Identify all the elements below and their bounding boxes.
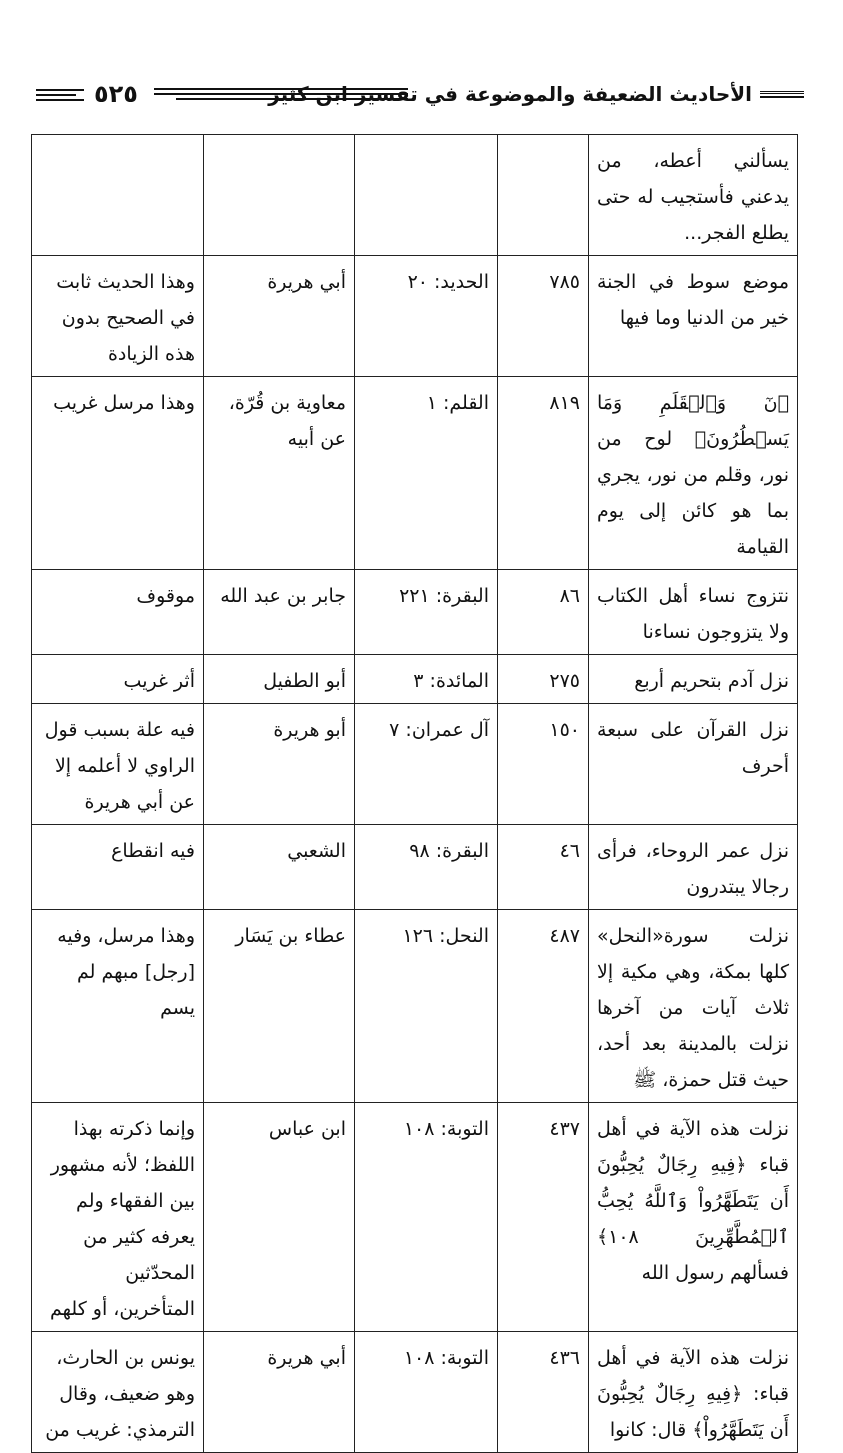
surah-cell: آل عمران: ٧ <box>355 704 498 825</box>
number-cell: ٨١٩ <box>498 377 589 570</box>
narrator-cell <box>204 135 355 256</box>
hadith-text-cell: ﴿نٓ وَٱلۡقَلَمِ وَمَا يَسۡطُرُونَ﴾ لوح من نور، وقلم من نور، يجري بما هو كائن إلى يوم القيامة <box>589 377 798 570</box>
header-rule-middle <box>154 88 408 90</box>
narrator-cell: أبو هريرة <box>204 704 355 825</box>
grading-cell: موقوف <box>32 570 204 655</box>
header-rule-left <box>36 94 76 96</box>
table-row <box>32 570 798 655</box>
table-row <box>32 910 798 1103</box>
grading-cell <box>32 135 204 256</box>
hadith-text-cell: نزلت سورة«النحل» كلها بمكة، وهي مكية إلا ثلاث آيات من آخرها نزلت بالمدينة بعد أحد، حيث قتل حمزة، ﷺ <box>589 910 798 1103</box>
hadith-text-cell: يسألني أعطه، من يدعني فأستجيب له حتى يطلع الفجر... <box>589 135 798 256</box>
grading-cell: فيه علة بسبب قول الراوي لا أعلمه إلا عن أبي هريرة <box>32 704 204 825</box>
header-rule-right-lower <box>760 96 804 98</box>
number-cell: ٨٦ <box>498 570 589 655</box>
header-rule-middle <box>176 98 408 100</box>
number-cell: ٤٣٦ <box>498 1332 589 1453</box>
hadith-text-cell: نزلت هذه الآية في أهل قباء ﴿فِيهِ رِجَالٌ يُحِبُّونَ أَن يَتَطَهَّرُواْ وَٱللَّهُ يُحِبُّ ٱلۡمُطَّهِّرِينَ ١٠٨﴾ فسألهم رسول الله <box>589 1103 798 1332</box>
grading-cell: وهذا مرسل غريب <box>32 377 204 570</box>
grading-cell: أثر غريب <box>32 655 204 704</box>
number-cell <box>498 135 589 256</box>
number-cell: ٤٦ <box>498 825 589 910</box>
number-cell: ٤٣٧ <box>498 1103 589 1332</box>
surah-cell: القلم: ١ <box>355 377 498 570</box>
hadith-text-cell: نزل آدم بتحريم أربع <box>589 655 798 704</box>
narrator-cell: الشعبي <box>204 825 355 910</box>
table-row <box>32 256 798 377</box>
table-row <box>32 1103 798 1332</box>
header-rule-middle <box>154 93 408 95</box>
narrator-cell: ابن عباس <box>204 1103 355 1332</box>
surah-cell: البقرة: ٢٢١ <box>355 570 498 655</box>
hadith-text-cell: نزل عمر الروحاء، فرأى رجالا يبتدرون <box>589 825 798 910</box>
running-title: الأحاديث الضعيفة والموضوعة في تفسير ابن كثير <box>268 82 752 106</box>
grading-cell: وهذا الحديث ثابت في الصحيح بدون هذه الزيادة <box>32 256 204 377</box>
surah-cell <box>355 135 498 256</box>
table-row <box>32 377 798 570</box>
surah-cell: البقرة: ٩٨ <box>355 825 498 910</box>
grading-cell: وهذا مرسل، وفيه [رجل] مبهم لم يسم <box>32 910 204 1103</box>
grading-cell: يونس بن الحارث، وهو ضعيف، وقال الترمذي: غريب من <box>32 1332 204 1453</box>
table-row <box>32 135 798 256</box>
header-rule-right <box>760 91 804 94</box>
grading-cell: وإنما ذكرته بهذا اللفظ؛ لأنه مشهور بين الفقهاء ولم يعرفه كثير من المحدّثين المتأخرين، أو كلهم <box>32 1103 204 1332</box>
narrator-cell: أبو الطفيل <box>204 655 355 704</box>
number-cell: ٧٨٥ <box>498 256 589 377</box>
narrator-cell: أبي هريرة <box>204 256 355 377</box>
surah-cell: النحل: ١٢٦ <box>355 910 498 1103</box>
header-rule-left <box>36 89 84 91</box>
narrator-cell: جابر بن عبد الله <box>204 570 355 655</box>
narrator-cell: أبي هريرة <box>204 1332 355 1453</box>
table-row <box>32 1332 798 1453</box>
page-header <box>36 82 804 112</box>
number-cell: ١٥٠ <box>498 704 589 825</box>
surah-cell: المائدة: ٣ <box>355 655 498 704</box>
surah-cell: التوبة: ١٠٨ <box>355 1332 498 1453</box>
surah-cell: الحديد: ٢٠ <box>355 256 498 377</box>
header-rule-left <box>36 99 84 101</box>
grading-cell: فيه انقطاع <box>32 825 204 910</box>
hadith-text-cell: موضع سوط في الجنة خير من الدنيا وما فيها <box>589 256 798 377</box>
table-row <box>32 825 798 910</box>
number-cell: ٢٧٥ <box>498 655 589 704</box>
hadith-text-cell: نزلت هذه الآية في أهل قباء: ﴿فِيهِ رِجَالٌ يُحِبُّونَ أَن يَتَطَهَّرُواْ﴾ قال: كانوا <box>589 1332 798 1453</box>
table-row <box>32 655 798 704</box>
table-row <box>32 704 798 825</box>
hadith-index-table <box>31 134 798 1453</box>
number-cell: ٤٨٧ <box>498 910 589 1103</box>
page-number: ٥٢٥ <box>94 80 138 108</box>
hadith-text-cell: نتزوج نساء أهل الكتاب ولا يتزوجون نساءنا <box>589 570 798 655</box>
hadith-text-cell: نزل القرآن على سبعة أحرف <box>589 704 798 825</box>
surah-cell: التوبة: ١٠٨ <box>355 1103 498 1332</box>
narrator-cell: عطاء بن يَسَار <box>204 910 355 1103</box>
narrator-cell: معاوية بن قُرّة، عن أبيه <box>204 377 355 570</box>
